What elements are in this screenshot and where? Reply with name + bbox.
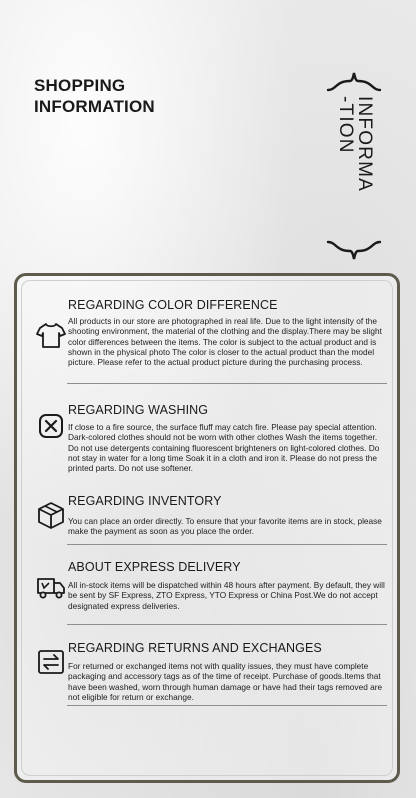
page-title	[34, 75, 155, 117]
section-title: REGARDING COLOR DIFFERENCE	[68, 298, 278, 312]
vertical-information-label	[332, 92, 378, 242]
section-body: You can place an order directly. To ensure that your favorite items are in stock, please make the payment as soon as you place the order.	[68, 516, 382, 537]
section-title: REGARDING RETURNS AND EXCHANGES	[68, 641, 322, 655]
section-body: If close to a fire source, the surface fluff may catch fire. Please pay special attention. Dark-colored clothes should not be worn with other clothes Wash the items together. Do not use detergents containing fluorescent brighteners on light-colored clothes. Do not stay in water for a long time Soak it in a cloth and iron it. Please do not press the printed parts. Do not use softener.	[68, 422, 380, 474]
section-body: All in-stock items will be dispatched within 48 hours after payment. By default, they will be sent by SF Express, ZTO Express, YTO Express or China Post.We do not accept designated express deliveries.	[68, 580, 385, 611]
vertical-line-1: INFORMA	[354, 96, 375, 193]
section-title: ABOUT EXPRESS DELIVERY	[68, 560, 241, 574]
box-icon	[36, 500, 66, 530]
section-body: For returned or exchanged items not with quality issues, they must have complete packaging and accessory tags as of the time of receipt. Purchase of goods.Items that have been washed, worn through human damage or have had their tags removed are not eligible for return or exchange.	[68, 661, 383, 702]
truck-icon	[36, 572, 66, 602]
divider	[67, 705, 387, 706]
divider	[67, 383, 387, 384]
vertical-line-2: -TION	[335, 96, 356, 154]
divider	[67, 544, 387, 545]
exchange-icon	[36, 647, 66, 677]
washing-icon	[36, 411, 66, 441]
title-line-2: INFORMATION	[34, 97, 155, 116]
section-title: REGARDING INVENTORY	[68, 494, 222, 508]
info-card	[14, 273, 400, 783]
section-title: REGARDING WASHING	[68, 403, 209, 417]
top-brace-icon	[326, 70, 382, 92]
divider	[67, 624, 387, 625]
title-line-1: SHOPPING	[34, 76, 126, 95]
bottom-brace-icon	[326, 240, 382, 262]
section-body: All products in our store are photographed in real life. Due to the light intensity of the shooting environment, the material of the clothing and the display.There may be slight color differences between the items. The color is subject to the actual product and is shown in the physical photo The color is closer to the actual product than the model picture. Please refer to the actual product picture during the purchasing process.	[68, 316, 382, 368]
tshirt-icon	[36, 320, 66, 350]
